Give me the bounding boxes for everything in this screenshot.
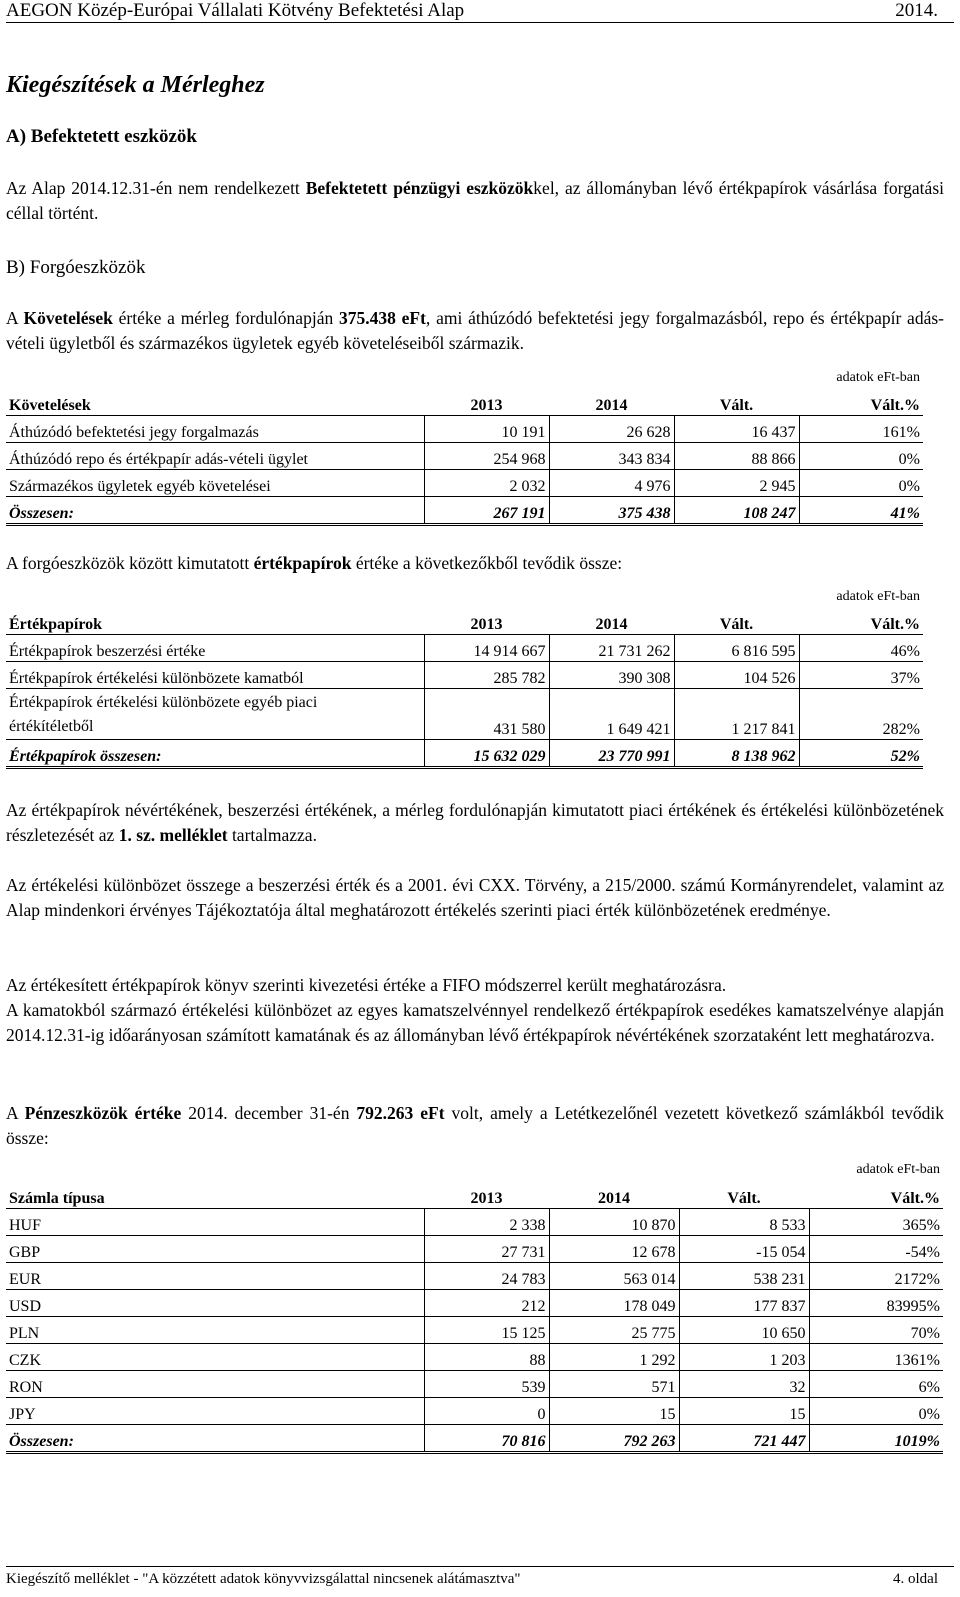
table-cell: 21 731 262 — [549, 635, 674, 662]
table-cell: GBP — [6, 1236, 424, 1263]
table-cell: 23 770 991 — [549, 740, 674, 768]
table-cell: 1 292 — [549, 1344, 679, 1371]
table-row — [6, 416, 923, 443]
table-cell: 571 — [549, 1371, 679, 1398]
table-cell: 390 308 — [549, 662, 674, 689]
column-header: Vált.% — [809, 1182, 943, 1209]
table-cell: JPY — [6, 1398, 424, 1425]
table-cell: 12 678 — [549, 1236, 679, 1263]
table-cell: 6 816 595 — [674, 635, 799, 662]
table-cell: 721 447 — [679, 1425, 809, 1453]
table-cell: Értékpapírok értékelési különbözete kamatból — [6, 662, 424, 689]
unit-note-1: adatok eFt-ban — [836, 370, 920, 385]
unit-note-3: adatok eFt-ban — [856, 1162, 940, 1177]
column-header: 2013 — [424, 1182, 549, 1209]
table-cell: 8 138 962 — [674, 740, 799, 768]
table-cell: 161% — [799, 416, 923, 443]
table-cell: 254 968 — [424, 443, 549, 470]
table-cell: Összesen: — [6, 497, 424, 525]
table-cell: 267 191 — [424, 497, 549, 525]
table-cell: Áthúzódó repo és értékpapír adás-vételi ügylet — [6, 443, 424, 470]
table-cell: Értékpapírok összesen: — [6, 740, 424, 768]
table-cell: 10 650 — [679, 1317, 809, 1344]
table-cell: 538 231 — [679, 1263, 809, 1290]
table-cell: 282% — [799, 689, 923, 740]
table-cell: 2 338 — [424, 1209, 549, 1236]
table-cell: Értékpapírok beszerzési értéke — [6, 635, 424, 662]
table-cell: 4 976 — [549, 470, 674, 497]
table-cell: Összesen: — [6, 1425, 424, 1453]
header-year: 2014. — [895, 0, 938, 21]
table-cell: 15 125 — [424, 1317, 549, 1344]
receivables-table — [6, 389, 923, 526]
table-cell: 0 — [424, 1398, 549, 1425]
table-cell: EUR — [6, 1263, 424, 1290]
table-row — [6, 1290, 943, 1317]
table-cell: 212 — [424, 1290, 549, 1317]
table-cell: 0% — [809, 1398, 943, 1425]
page-footer — [6, 1566, 954, 1588]
paragraph-interest: A kamatokból származó értékelési különbözet az egyes kamatszelvénnyel rendelkező értékpapírok esedékes kamatszelvénye alapján 2014.12.31-ig időarányosan számított kamatának és az állományban lévő értékpapírok névértékének szorzataként lett meghatározva. — [6, 1000, 944, 1045]
table-cell: PLN — [6, 1317, 424, 1344]
table-cell: 104 526 — [674, 662, 799, 689]
table-row — [6, 443, 923, 470]
column-header: Vált. — [679, 1182, 809, 1209]
table-cell: 0% — [799, 470, 923, 497]
securities-intro: A forgóeszközök között kimutatott értékpapírok értéke a következőkből tevődik össze: — [6, 553, 623, 573]
table-row — [6, 689, 923, 740]
table-cell: 26 628 — [549, 416, 674, 443]
table-cell: 1019% — [809, 1425, 943, 1453]
table-cell: 15 632 029 — [424, 740, 549, 768]
table-cell: 365% — [809, 1209, 943, 1236]
table-row — [6, 1371, 943, 1398]
table-cell: CZK — [6, 1344, 424, 1371]
table-cell: 16 437 — [674, 416, 799, 443]
table-cell: Értékpapírok értékelési különbözete egyéb piaci értékítéletből — [6, 689, 424, 740]
section-b-heading: B) Forgóeszközök — [6, 257, 146, 278]
paragraph-valuation: Az értékelési különbözet összege a beszerzési érték és a 2001. évi CXX. Törvény, a 215/2000. számú Kormányrendelet, valamint az Alap mindenkori érvényes Tájékoztatója által meghatározott értékelés szerinti piaci érték különbözetének eredménye. — [6, 875, 944, 920]
page-number: 4. oldal — [893, 1571, 938, 1587]
table-cell: 431 580 — [424, 689, 549, 740]
page-title: Kiegészítések a Mérleghez — [6, 72, 265, 98]
table-cell: 2 945 — [674, 470, 799, 497]
column-header: Számla típusa — [6, 1182, 424, 1209]
table-cell: 10 870 — [549, 1209, 679, 1236]
table-cell: 52% — [799, 740, 923, 768]
table-cell: -15 054 — [679, 1236, 809, 1263]
table-row — [6, 635, 923, 662]
table-cell: 563 014 — [549, 1263, 679, 1290]
column-header: 2014 — [549, 389, 674, 416]
table-cell: 88 866 — [674, 443, 799, 470]
table-cell: 15 — [549, 1398, 679, 1425]
table-cell: USD — [6, 1290, 424, 1317]
table-cell: 539 — [424, 1371, 549, 1398]
table-row — [6, 1398, 943, 1425]
table-cell: 177 837 — [679, 1290, 809, 1317]
column-header: Értékpapírok — [6, 608, 424, 635]
column-header: Vált. — [674, 389, 799, 416]
table-total-row — [6, 497, 923, 525]
table-cell: 37% — [799, 662, 923, 689]
paragraph-fifo: Az értékesített értékpapírok könyv szerinti kivezetési értéke a FIFO módszerrel került meghatározásra. — [6, 975, 727, 995]
section-a-heading: A) Befektetett eszközök — [6, 126, 197, 147]
cash-accounts-table — [6, 1182, 943, 1454]
securities-table — [6, 608, 923, 769]
column-header: 2013 — [424, 608, 549, 635]
table-header-row — [6, 1182, 943, 1209]
page-header — [6, 0, 954, 23]
table-cell: 1361% — [809, 1344, 943, 1371]
column-header: Vált. — [674, 608, 799, 635]
table-cell: 46% — [799, 635, 923, 662]
header-fund-name: AEGON Közép-Európai Vállalati Kötvény Befektetési Alap — [6, 0, 465, 21]
paragraph-cash: A Pénzeszközök értéke 2014. december 31-én 792.263 eFt volt, amely a Letétkezelőnél vezetett következő számlákból tevődik össze: — [6, 1103, 944, 1148]
column-header: Vált.% — [799, 389, 923, 416]
table-cell: 1 203 — [679, 1344, 809, 1371]
table-row — [6, 1209, 943, 1236]
table-cell: 0% — [799, 443, 923, 470]
table-cell: HUF — [6, 1209, 424, 1236]
table-cell: 83995% — [809, 1290, 943, 1317]
table-header-row — [6, 608, 923, 635]
section-a-text: Az Alap 2014.12.31-én nem rendelkezett Befektetett pénzügyi eszközökkel, az állományban lévő értékpapírok vásárlása forgatási céllal történt. — [6, 178, 944, 223]
table-cell: 70% — [809, 1317, 943, 1344]
table-cell: Származékos ügyletek egyéb követelései — [6, 470, 424, 497]
table-cell: 24 783 — [424, 1263, 549, 1290]
table-row — [6, 470, 923, 497]
table-header-row — [6, 389, 923, 416]
column-header: Követelések — [6, 389, 424, 416]
table-cell: 25 775 — [549, 1317, 679, 1344]
table-cell: -54% — [809, 1236, 943, 1263]
unit-note-2: adatok eFt-ban — [836, 589, 920, 604]
table-cell: 1 217 841 — [674, 689, 799, 740]
table-cell: 14 914 667 — [424, 635, 549, 662]
column-header: 2014 — [549, 1182, 679, 1209]
paragraph-annex: Az értékpapírok névértékének, beszerzési értékének, a mérleg fordulónapján kimutatott piaci értékének és értékelési különbözetének részletezését az 1. sz. melléklet tartalmazza. — [6, 800, 944, 845]
table-cell: 70 816 — [424, 1425, 549, 1453]
table-row — [6, 1236, 943, 1263]
table-cell: 178 049 — [549, 1290, 679, 1317]
table-cell: RON — [6, 1371, 424, 1398]
table-total-row — [6, 1425, 943, 1453]
table-row — [6, 662, 923, 689]
table-cell: 108 247 — [674, 497, 799, 525]
table-cell: 343 834 — [549, 443, 674, 470]
table-row — [6, 1263, 943, 1290]
section-b-text: A Követelések értéke a mérleg fordulónapján 375.438 eFt, ami áthúzódó befektetési jegy forgalmazásból, repo és értékpapír adás-vételi ügyletből és származékos ügyletek egyéb követeléseiből származik. — [6, 308, 944, 353]
table-cell: 6% — [809, 1371, 943, 1398]
table-cell: 792 263 — [549, 1425, 679, 1453]
column-header: 2014 — [549, 608, 674, 635]
table-cell: 375 438 — [549, 497, 674, 525]
table-cell: 2 032 — [424, 470, 549, 497]
table-cell: 15 — [679, 1398, 809, 1425]
table-cell: 27 731 — [424, 1236, 549, 1263]
table-row — [6, 1344, 943, 1371]
column-header: Vált.% — [799, 608, 923, 635]
table-cell: 2172% — [809, 1263, 943, 1290]
table-cell: 10 191 — [424, 416, 549, 443]
table-cell: 32 — [679, 1371, 809, 1398]
table-cell: 1 649 421 — [549, 689, 674, 740]
table-cell: 41% — [799, 497, 923, 525]
table-cell: 285 782 — [424, 662, 549, 689]
column-header: 2013 — [424, 389, 549, 416]
table-total-row — [6, 740, 923, 768]
footer-note: Kiegészítő melléklet - "A közzétett adatok könyvvizsgálattal nincsenek alátámasztva" — [6, 1571, 521, 1587]
table-cell: 88 — [424, 1344, 549, 1371]
table-row — [6, 1317, 943, 1344]
table-cell: Áthúzódó befektetési jegy forgalmazás — [6, 416, 424, 443]
table-cell: 8 533 — [679, 1209, 809, 1236]
